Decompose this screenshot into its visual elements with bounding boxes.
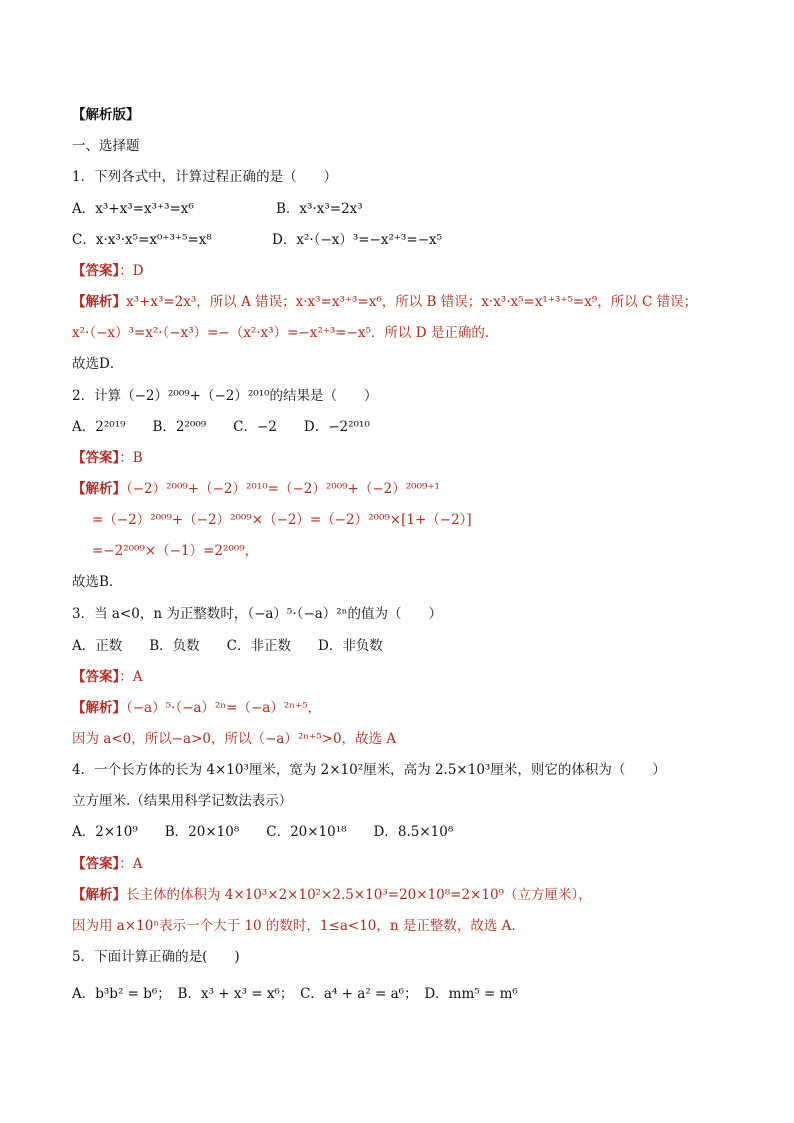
analysis-label: 【解析】: [72, 481, 126, 497]
section-title: 一、选择题: [72, 138, 140, 154]
answer-value: ：B: [119, 450, 143, 466]
q4-analysis-1: [72, 883, 592, 903]
q5-options: A．b³b² = b⁶； B．x³ + x³ = x⁶； C．a⁴ + a² = a⁶； D．mm⁵ = m⁶: [72, 986, 518, 1002]
q5-stem: 5．下面计算正确的是( ): [72, 949, 240, 965]
analysis-label: 【解析】: [72, 294, 126, 310]
q1-analysis-2: x²·（−x）³=x²·（−x³）=−（x²·x³）=−x²⁺³=−x⁵．所以 D 是正确的.: [72, 325, 490, 341]
q3-analysis-2: 因为 a<0，所以−a>0，所以（−a）²ⁿ⁺⁵>0，故选 A: [72, 731, 397, 747]
answer-label: 【答案】: [72, 450, 120, 466]
q1-answer: [72, 259, 144, 279]
answer-label: 【答案】: [72, 856, 120, 872]
doc-heading: 【解析版】: [72, 107, 140, 123]
q1-option-c: C．x·x³·x⁵=x⁰⁺³⁺⁵=x⁸: [72, 232, 212, 248]
q4-answer: [72, 852, 143, 872]
analysis-text: x³+x³=2x³，所以 A 错误；x·x³=x³⁺³=x⁶，所以 B 错误；x·x³·x⁵=x¹⁺³⁺⁵=x⁹，所以 C 错误；: [126, 294, 698, 310]
q2-analysis-1: [72, 477, 440, 497]
q2-stem: 2．计算（−2）²⁰⁰⁹+（−2）²⁰¹⁰的结果是（ ）: [72, 388, 378, 404]
q2-analysis-3: =−2²⁰⁰⁹×（−1）=2²⁰⁰⁹，: [92, 543, 259, 559]
analysis-text: （−2）²⁰⁰⁹+（−2）²⁰¹⁰=（−2）²⁰⁰⁹+（−2）²⁰⁰⁹⁺¹: [126, 481, 440, 497]
q3-answer: [72, 665, 143, 685]
answer-value: ：A: [119, 856, 143, 872]
q4-options: A．2×10⁹ B．20×10⁸ C．20×10¹⁸ D．8.5×10⁸: [72, 824, 454, 840]
q2-conclusion: 故选B．: [72, 574, 123, 590]
q2-analysis-2: =（−2）²⁰⁰⁹+（−2）²⁰⁰⁹×（−2）=（−2）²⁰⁰⁹×[1+（−2）]: [92, 512, 472, 528]
q2-options: A．2²⁰¹⁹ B．2²⁰⁰⁹ C．−2 D．−2²⁰¹⁰: [72, 419, 370, 435]
q3-analysis-1: [72, 696, 321, 716]
analysis-text: 长主体的体积为 4×10³×2×10²×2.5×10³=20×10⁸=2×10⁹（立方厘米），: [126, 887, 592, 903]
analysis-label: 【解析】: [72, 887, 126, 903]
answer-label: 【答案】: [72, 263, 120, 279]
q3-options: A．正数 B．负数 C．非正数 D．非负数: [72, 638, 383, 654]
q2-answer: [72, 446, 143, 466]
answer-value: ：A: [119, 669, 143, 685]
answer-label: 【答案】: [72, 669, 120, 685]
q1-option-a: A．x³+x³=x³⁺³=x⁶: [72, 201, 194, 217]
q4-stem-1: 4．一个长方体的长为 4×10³厘米，宽为 2×10²厘米，高为 2.5×10³厘米，则它的体积为（ ）: [72, 762, 666, 778]
analysis-label: 【解析】: [72, 700, 126, 716]
q4-analysis-2: 因为用 a×10ⁿ表示一个大于 10 的数时，1≤a<10，n 是正整数，故选 A．: [72, 918, 525, 934]
answer-value: ：D: [119, 263, 144, 279]
q1-option-b: B．x³·x³=2x³: [276, 201, 363, 217]
q4-stem-2: 立方厘米.（结果用科学记数法表示）: [72, 793, 293, 809]
q1-option-d: D．x²·（−x）³=−x²⁺³=−x⁵: [272, 232, 443, 248]
analysis-text: （−a）⁵·（−a）²ⁿ=（−a）²ⁿ⁺⁵，: [126, 700, 322, 716]
q1-analysis-1: [72, 290, 697, 310]
q1-conclusion: 故选D．: [72, 356, 124, 372]
q1-stem: 1．下列各式中，计算过程正确的是（ ）: [72, 169, 338, 185]
q3-stem: 3．当 a<0，n 为正整数时，（−a）⁵·（−a）²ⁿ的值为（ ）: [72, 606, 442, 622]
